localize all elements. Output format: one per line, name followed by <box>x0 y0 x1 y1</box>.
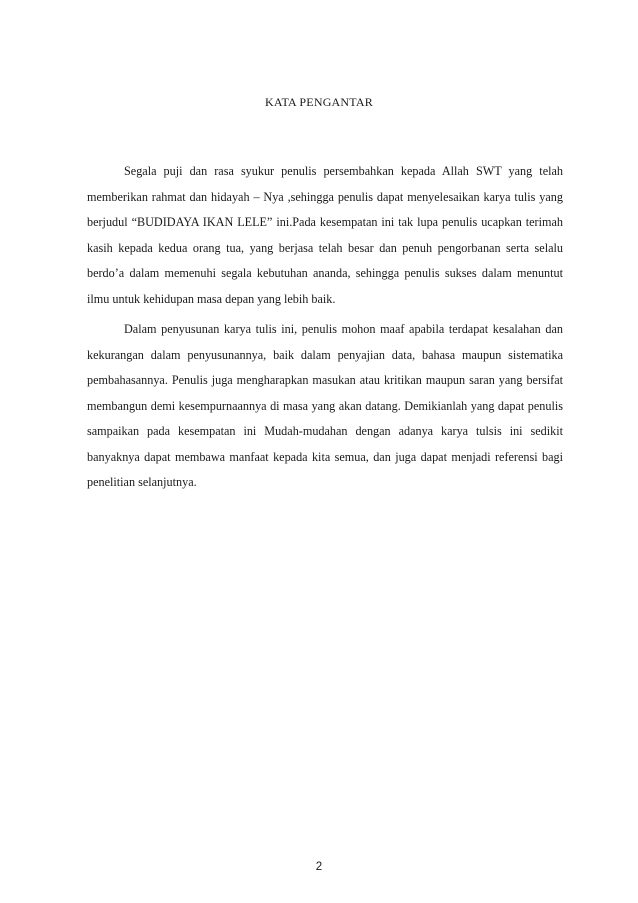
paragraph-2: Dalam penyusunan karya tulis ini, penulis mohon maaf apabila terdapat kesalahan dan kekurangan dalam penyusunannya, baik dalam penyajian data, bahasa maupun sistematika pembahasannya. Penulis juga mengharapkan masukan atau kritikan maupun saran yang bersifat membangun demi kesempurnaannya di masa yang akan datang. Demikianlah yang dapat penulis sampaikan pada kesempatan ini Mudah-mudahan dengan adanya karya tulsis ini sedikit banyaknya dapat membawa manfaat kepada kita semua, dan juga dapat menjadi referensi bagi penelitian selanjutnya. <box>87 322 563 489</box>
page-title: KATA PENGANTAR <box>265 95 373 109</box>
body-text <box>87 159 563 496</box>
page-number: 2 <box>315 861 323 873</box>
paragraph-1: Segala puji dan rasa syukur penulis persembahkan kepada Allah SWT yang telah memberikan rahmat dan hidayah – Nya ,sehingga penulis dapat menyelesaikan karya tulis yang berjudul “BUDIDAYA IKAN LELE” ini.Pada kesempatan ini tak lupa penulis ucapkan terimah kasih kepada kedua orang tua, yang berjasa telah besar dan penuh pengorbanan serta selalu berdo’a dalam memenuhi segala kebutuhan ananda, sehingga penulis sukses dalam menuntut ilmu untuk kehidupan masa depan yang lebih baik. <box>87 164 563 306</box>
